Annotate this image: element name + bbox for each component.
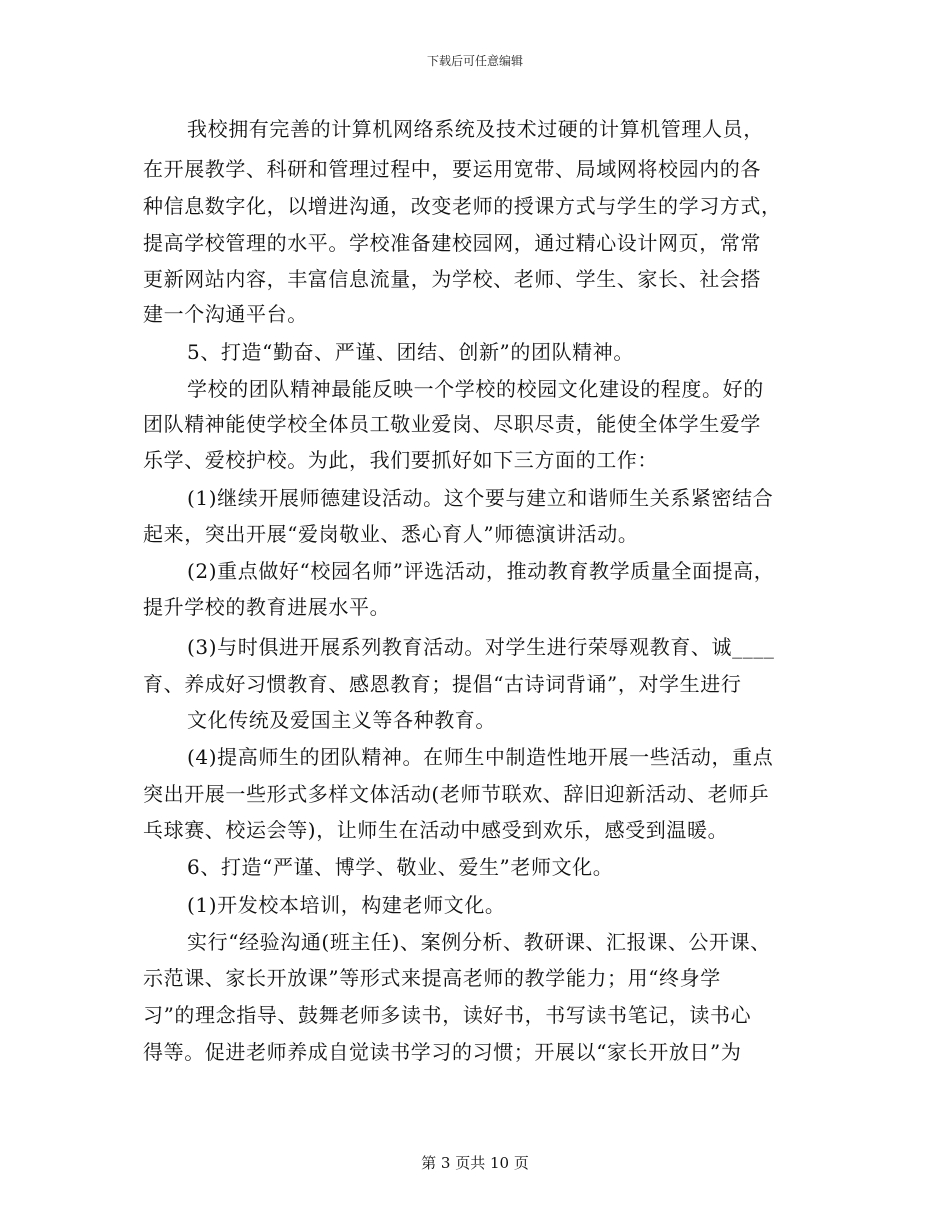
text-line: 得等。促进老师养成自觉读书学习的习惯；开展以“家长开放日”为 — [143, 1040, 742, 1064]
section-heading: 5、打造“勤奋、严谨、团结、创新”的团队精神。 — [187, 340, 634, 364]
list-item: (2)重点做好“校园名师”评选活动，推动教育教学质量全面提高， — [187, 559, 775, 583]
text-line: 我校拥有完善的计算机网络系统及技术过硬的计算机管理人员， — [187, 117, 764, 141]
text-line: 学校的团队精神最能反映一个学校的校园文化建设的程度。好的 — [187, 377, 764, 401]
page-header: 下载后可任意编辑 — [426, 54, 523, 68]
section-heading: 6、打造“严谨、博学、敬业、爱生”老师文化。 — [187, 855, 614, 879]
list-item: (3)与时俱进开展系列教育活动。对学生进行荣辱观教育、诚____ — [187, 635, 775, 659]
list-item: (1)继续开展师德建设活动。这个要与建立和谐师生关系紧密结合 — [187, 486, 774, 510]
text-line: 乓球赛、校运会等)，让师生在活动中感受到欢乐，感受到温暖。 — [143, 818, 729, 842]
list-item: (4)提高师生的团队精神。在师生中制造性地开展一些活动，重点 — [187, 745, 774, 769]
text-line: 更新网站内容，丰富信息流量，为学校、老师、学生、家长、社会搭 — [143, 267, 761, 291]
page-footer: 第 3 页共 10 页 — [421, 1154, 529, 1172]
text-line: 育、养成好习惯教育、感恩教育；提倡“古诗词背诵”，对学生进行 — [143, 672, 742, 696]
list-item: (1)开发校本培训，构建老师文化。 — [187, 893, 506, 917]
text-line: 在开展教学、科研和管理过程中，要运用宽带、局域网将校园内的各 — [143, 157, 761, 181]
text-line: 提升学校的教育进展水平。 — [143, 595, 391, 619]
text-line: 示范课、家长开放课”等形式来提高老师的教学能力；用“终身学 — [143, 966, 721, 990]
text-line: 乐学、爱校护校。为此，我们要抓好如下三方面的工作： — [143, 448, 658, 472]
text-line: 实行“经验沟通(班主任)、案例分析、教研课、汇报课、公开课、 — [187, 930, 771, 954]
text-line: 突出开展一些形式多样文体活动(老师节联欢、辞旧迎新活动、老师乒 — [143, 782, 770, 806]
text-line: 起来，突出开展“爱岗敬业、悉心育人”师德演讲活动。 — [143, 522, 639, 546]
text-line: 文化传统及爱国主义等各种教育。 — [187, 708, 496, 732]
text-line: 提高学校管理的水平。学校准备建校园网，通过精心设计网页，常常 — [143, 231, 761, 255]
text-line: 建一个沟通平台。 — [143, 302, 308, 326]
text-line: 团队精神能使学校全体员工敬业爱岗、尽职尽责，能使全体学生爱学 — [143, 412, 761, 436]
text-line: 种信息数字化，以增进沟通，改变老师的授课方式与学生的学习方式， — [143, 194, 782, 218]
text-line: 习”的理念指导、鼓舞老师多读书，读好书，书写读书笔记，读书心 — [143, 1003, 752, 1027]
